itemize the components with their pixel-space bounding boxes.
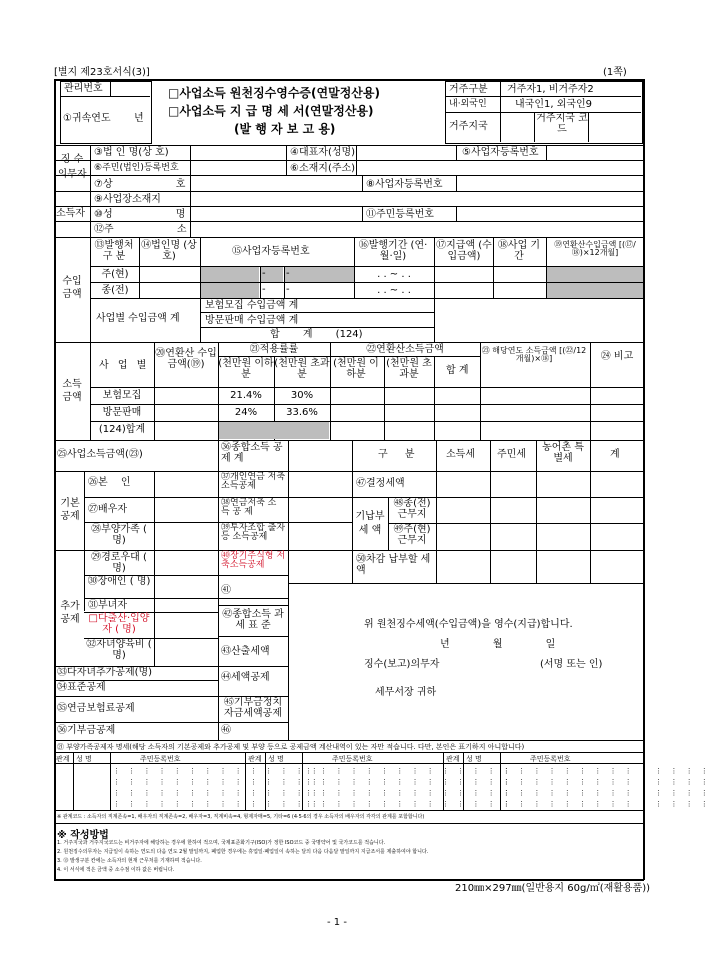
rrn-grid-1: ⋮ ⋮ ⋮ ⋮ ⋮ ⋮ ⋮ ⋮ ⋮ ⋮ ⋮ ⋮ ⋮ ⋮ ⋮ ⋮ ⋮ ⋮ ⋮ ⋮ ⋮ ⋮ ⋮ ⋮ ⋮ ⋮ ⋮ ⋮ ⋮ ⋮ ⋮ ⋮ ⋮ ⋮ ⋮ ⋮ ⋮ ⋮ ⋮ ⋮ ⋮ ⋮ ⋮ ⋮ ⋮ ⋮ ⋮ ⋮ ⋮ ⋮ ⋮ ⋮ ⋮ ⋮ ⋮ ⋮ (113, 767, 321, 808)
sales-rate-over: 33.6% (286, 407, 318, 418)
withholder-signatory-label: 징수(보고)의무자 (364, 659, 440, 670)
prev-issuer-row-label: 종(전) (101, 285, 129, 296)
receipt-statement: 위 원천징수세액(수입금액)을 영수(지급)합니다. (364, 619, 573, 630)
writing-method-2: 2. 원천징수의무자는 지급일이 속하는 연도의 다음 연도 2월 말일까지, 폐업한 경우에는 휴업일·폐업일이 속하는 달의 다음 다음달 말일까지 지급조서를 제출하여야 합니다. (57, 849, 429, 855)
trade-name-label: ⑦상 호 (94, 179, 186, 190)
rrn-col-3: 주민등록번호 (530, 755, 571, 763)
certification-date: 년 월 일 (440, 639, 556, 650)
name-col-2: 성 명 (268, 755, 284, 763)
issuer-type-header: ⑬발행처 구 분 (94, 240, 134, 262)
issuer-biz-no-header: ⑮사업자등록번호 (232, 246, 310, 257)
difference-tax-label: ㊿차감 납부할 세 액 (356, 554, 431, 576)
paid-amount-header: ⑰지급액 (수입금액) (436, 240, 492, 262)
name-col-1: 성 명 (76, 755, 92, 763)
personal-pension-label: ㊲개인연금 저축소득공제 (221, 472, 286, 492)
issuer-corp-header: ⑭법인명 (상 호) (141, 240, 197, 262)
pension-insurance-label: ㉟연금보험료공제 (57, 703, 135, 714)
dependents-deduction-label: ㉘부양가족 ( 명) (91, 524, 147, 546)
dependents-table-heading: ㉑ 부양가족공제자 명세(해당 소득자의 기본공제와 추가공제 및 부양 등으로 공제금액 계산내역이 있는 자만 적습니다. 다만, 본인은 표기하지 아니합니다) (57, 743, 525, 751)
insurance-income-label: 보험모집 수입금액 계 (205, 300, 299, 311)
prev-issue-period: . . ~ . . (377, 285, 411, 296)
nationality-value: 내국인1, 외국인9 (515, 99, 593, 110)
withholder-section-label: 징 수 의무자 (57, 154, 87, 180)
title-line-statement: □사업소득 지 급 명 세 서(연말정산용) (168, 104, 374, 118)
blank-item-46: ㊻ (221, 725, 231, 736)
standard-deduction-label: ㉞표준공제 (57, 682, 106, 693)
self-deduction-label: ㉖본 인 (88, 477, 131, 488)
prepaid-tax-label: 기납부 세 액 (355, 511, 385, 536)
nationality-label: 내·외국인 (449, 99, 487, 109)
blank-item-41: ㊶ (221, 585, 231, 596)
tax-total-header: 계 (610, 449, 620, 460)
political-fund-credit-label: ㊺기부금정치 자금세액공제 (223, 697, 283, 719)
mgmt-number-label: 관리번호 (64, 83, 103, 94)
rate-over-header: (천만원 초과분 (274, 358, 330, 380)
insurance-rate-over: 30% (290, 390, 314, 401)
earner-address-label: ⑫주 소 (94, 224, 187, 235)
residence-country-code-label: 거주지국 코드 (536, 113, 588, 135)
income-sum-header: 합 계 (446, 365, 469, 376)
main-issue-period: . . ~ . . (377, 269, 411, 280)
biz-address-label: ⑨사업장소재지 (94, 194, 161, 205)
long-term-fund-label: ㊵장기주식형 저축소득공제 (221, 551, 286, 571)
representative-label: ④대표자(성명) (290, 147, 356, 158)
issue-period-header: ⑯발행기간 (연·월·일) (358, 240, 428, 262)
annual-income-header: ⑲연환산수입금액 [(⑰/⑱)×12개월] (554, 240, 636, 258)
withholding-receipt-page: [별지 제23호서식(3)] (1쪽) 관리번호 ①귀속연도 년 □사업소득 원천징수영수증(연말정산용) □사업소득 지 급 명 세 서(연말정산용) (발 행 자 보 고 용) 거주구분 거주자1, 비거주자2 내·외국인 내국인1, 외국인9 거주지국 거주지국 코드 징 수 의무자 ③법 인 명(상 호) ④대표자(성명) ⑤사업자등록번호 ⑥주민(법인)등록번호 ⑥소재지(주소) 소득자 ⑦상 호 ⑧사업자등록번호 ⑨사업장소재지 ⑩성 명 ⑪주민등록번호 ⑫주 소 수입 금액 ⑬발행처 구 분 ⑭법인명 (상 호) ⑮사업자등록번호 ⑯발행기간 (연·월·일) ⑰지급액 (수입금액) ⑱사업 기간 ⑲연환산수입금액 [(⑰/⑱)×12개월] 주(현) 종(전) - - - - . . ~ . . . . ~ . . 사업별 수입금액 계 보험모집 수입금액 계 방문판매 수입금액 계 합 계 (124) 소득 금액 사 업 별 ⑳연환산 수입금액(⑲) ㉑적용률률 (천만원 이하분 (천만원 초과분 ㉒연환산소득금액 (천만원 이하분 (천만원 초과분 합 계 ㉓ 해당연도 소득금액 [(㉒/12개월)×⑱] ㉔ 비고 보험모집 방문판매 (124)합계 21.4% 30% 24% 33.6% ㉕사업소득금액(㉓) ㊱종합소득 공 제 계 구 분 소득세 주민세 농어촌 특별세 계 기본 공제 ㉖본 인 ㉗배우자 ㉘부양가족 ( 명) ㊲개인연금 저축소득공제 ㊳연금저축 소 득 공 제 ㊴투자조합 출자등 소득공제 ㊵장기주식형 저축소득공제 ㊼결정세액 기납부 세 액 ㊽종(전) 근무지 ㊾주(현) 근무지 ㊿차감 납부할 세 액 추가 공제 ㉙경로우대 ( 명) ㉚장애인 ( 명) ㉛부녀자 □다출산·입양자 ( 명) ㉜자녀양육비 ( 명) ㊶ ㊷종합소득 과 세 표 준 ㊸산출세액 ㉝다자녀추가공제(명) ㉞표준공제 ㊹세액공제 ㉟연금보험료공제 ㊺기부금정치 자금세액공제 ㊱기부금공제 ㊻ 위 원천징수세액(수입금액)을 영수(지급)합니다. 년 월 일 징수(보고)의무자 (서명 또는 인) 세무서장 귀하 ㉑ 부양가족공제자 명세(해당 소득자의 기본공제와 추가공제 및 부양 등으로 공제금액 계산내역이 있는 자만 적습니다. 다만, 본인은 표기하지 아니합니다) 관계 성 명 주민등록번호 관계 성 명 주민등록번호 관계 성 명 주민등록번호 ⋮ ⋮ ⋮ ⋮ ⋮ ⋮ ⋮ ⋮ ⋮ ⋮ ⋮ ⋮ ⋮ ⋮ ⋮ ⋮ ⋮ ⋮ ⋮ ⋮ ⋮ ⋮ ⋮ ⋮ ⋮ ⋮ ⋮ ⋮ ⋮ ⋮ ⋮ ⋮ ⋮ ⋮ ⋮ ⋮ ⋮ ⋮ ⋮ ⋮ ⋮ ⋮ ⋮ ⋮ ⋮ ⋮ ⋮ ⋮ ⋮ ⋮ ⋮ ⋮ ⋮ ⋮ ⋮ ⋮ ⋮ ⋮ ⋮ ⋮ ⋮ ⋮ ⋮ ⋮ ⋮ ⋮ ⋮ ⋮ ⋮ ⋮ ⋮ ⋮ ⋮ ⋮ ⋮ ⋮ ⋮ ⋮ ⋮ ⋮ ⋮ ⋮ ⋮ ⋮ ⋮ ⋮ ⋮ ⋮ ⋮ ⋮ ⋮ ⋮ ⋮ ⋮ ⋮ ⋮ ⋮ ⋮ ⋮ ⋮ ⋮ ⋮ ⋮ ⋮ ⋮ ⋮ ⋮ ⋮ ⋮ ⋮ ⋮ ⋮ ⋮ ⋮ ⋮ ⋮ ⋮ ⋮ ⋮ ⋮ ⋮ ⋮ ⋮ ⋮ ⋮ ⋮ ⋮ ⋮ ⋮ ⋮ ⋮ ⋮ ⋮ ⋮ ⋮ ⋮ ⋮ ⋮ ⋮ ⋮ ⋮ ⋮ ⋮ ⋮ ⋮ ⋮ ⋮ ⋮ ⋮ ⋮ ⋮ ⋮ ⋮ ⋮ ⋮ ⋮ ⋮ ⋮ ⋮ ⋮ ⋮ ⋮ ⋮ ⋮ ⋮ ⋮ ⋮ ⋮ ※ 관계코드 : 소득자의 직계존속=1, 배우자의 직계존속=2, 배우자=3, 직계비속=4, 형제자매=5, 기타=6 (4·5·6의 경우 소득자의 배우자의 각각의 관계를 포함합니다) ※ 작성방법 1. 거주지국과 거주지국코드는 비거주자에 해당하는 경우에 한하여 적으며, 국제표준화기구(ISO)가 정한 ISO코드 중 국명약어 및 국가코드를 적습니다. 2. 원천징수의무자는 지급일이 속하는 연도의 다음 연도 2월 말일까지, 폐업한 경우에는 휴업일·폐업일이 속하는 달의 다음 다음달 말일까지 지급조서를 제출하여야 합니다. 3. ⑬ 발생구분 칸에는 소득자의 현재 근무처를 기재하며 적습니다. 4. 이 서식에 적은 금액 중 소수점 이하 값은 버립니다. 210㎜×297㎜(일반용지 60g/㎡(재활용품)) - 1 - (54, 67, 711, 928)
year-income-header: ㉓ 해당연도 소득금액 [(㉒/12개월)×⑱] (481, 346, 587, 364)
tax-base-label: ㊷종합소득 과 세 표 준 (222, 609, 284, 631)
tax-office-recipient: 세무서장 귀하 (375, 687, 437, 698)
rrn-col-1: 주민등록번호 (140, 755, 181, 763)
rel-col-2: 관계 (248, 755, 262, 763)
biz-period-header: ⑱사업 기간 (497, 240, 541, 262)
remarks-header: ㉔ 비고 (600, 351, 634, 362)
computed-tax-label: ㊸산출세액 (221, 646, 270, 657)
income-section-label: 수입 금액 (62, 276, 82, 300)
applied-rate-header: ㉑적용률률 (249, 344, 299, 355)
belong-year-label: ①귀속연도 (63, 113, 111, 124)
multi-child-deduction-label: □다출산·입양자 ( 명) (88, 613, 150, 635)
pension-savings-label: ㊳연금저축 소 득 공 제 (221, 498, 277, 518)
rel-col-3: 관계 (446, 755, 460, 763)
writing-method-1: 1. 거주지국과 거주지국코드는 비거주자에 해당하는 경우에 한하여 적으며, 국제표준화기구(ISO)가 정한 ISO코드 중 국명약어 및 국가코드를 적습니다. (57, 840, 386, 846)
total-income-deduction-label: ㊱종합소득 공 제 계 (221, 442, 283, 464)
writing-method-4: 4. 이 서식에 적은 금액 중 소수점 이하 값은 버립니다. (57, 867, 175, 873)
writing-method-3: 3. ⑬ 발생구분 칸에는 소득자의 현재 근무처를 기재하며 적습니다. (57, 858, 202, 864)
earner-biz-no-label: ⑧사업자등록번호 (366, 179, 443, 190)
biz-income-amount-label: ㉕사업소득금액(㉓) (57, 449, 143, 460)
rural-tax-header: 농어촌 특별세 (542, 442, 584, 464)
name-col-3: 성 명 (466, 755, 482, 763)
title-line-issuer: (발 행 자 보 고 용) (234, 122, 336, 136)
insurance-rate-under: 21.4% (230, 390, 262, 401)
residence-country-label: 거주지국 (449, 121, 488, 132)
determined-tax-label: ㊼결정세액 (356, 478, 405, 489)
income-total-label: 합 계 (124) (270, 329, 363, 340)
corp-name-label: ③법 인 명(상 호) (94, 147, 169, 158)
child-rearing-deduction-label: ㉜자녀양육비 ( 명) (86, 639, 152, 661)
page-number: - 1 - (327, 917, 347, 928)
senior-deduction-label: ㉙경로우대 ( 명) (91, 552, 147, 574)
relation-code-note: ※ 관계코드 : 소득자의 직계존속=1, 배우자의 직계존속=2, 배우자=3, 직계비속=4, 형제자매=5, 기타=6 (4·5·6의 경우 소득자의 배우자의 각각의 관계를 포함합니다) (57, 814, 425, 820)
extra-deduction-section: 추가 공제 (60, 601, 80, 625)
income-over-header: (천만원 초과분 (386, 358, 432, 380)
donation-deduction-label: ㊱기부금공제 (57, 725, 116, 736)
by-business-total-label: 사업별 수입금액 계 (96, 313, 180, 324)
withholder-biz-no-label: ⑤사업자등록번호 (462, 147, 539, 158)
paper-size-note: 210㎜×297㎜(일반용지 60g/㎡(재활용품)) (455, 883, 651, 894)
signature-hint: (서명 또는 인) (540, 659, 603, 670)
spouse-deduction-label: ㉗배우자 (88, 504, 127, 515)
basic-deduction-section: 기본 공제 (60, 498, 80, 522)
rate-under-header: (천만원 이하분 (218, 358, 274, 380)
curr-workplace-label: ㊾주(현) 근무지 (393, 524, 431, 546)
investment-deduction-label: ㊴투자조합 출자등 소득공제 (221, 523, 286, 543)
income-amount-total-label: (124)합계 (98, 424, 146, 435)
tax-credit-label: ㊹세액공제 (221, 672, 270, 683)
door-sales-income-label: 방문판매 수입금액 계 (205, 315, 299, 326)
woman-deduction-label: ㉛부녀자 (88, 600, 127, 611)
earner-resident-no-label: ⑪주민등록번호 (366, 209, 434, 220)
title-line-receipt: □사업소득 원천징수영수증(연말정산용) (168, 86, 380, 100)
prev-workplace-label: ㊽종(전) 근무지 (393, 498, 431, 520)
writing-method-title: ※ 작성방법 (57, 830, 109, 841)
business-type-header: 사 업 별 (99, 360, 147, 371)
multi-child-extra-label: ㉝다자녀추가공제(명) (57, 667, 153, 678)
tax-category-header: 구 분 (378, 449, 415, 460)
page-side-label: (1쪽) (603, 67, 627, 78)
corp-reg-no-label: ⑥주민(법인)등록번호 (94, 163, 179, 173)
main-issuer-row-label: 주(현) (101, 269, 129, 280)
rel-col-1: 관계 (56, 755, 70, 763)
door-sales-row-label: 방문판매 (102, 407, 142, 418)
resident-tax-header: 주민세 (497, 449, 526, 460)
rrn-col-2: 주민등록번호 (332, 755, 373, 763)
year-suffix: 년 (134, 113, 144, 124)
income-tax-header: 소득세 (446, 449, 475, 460)
annual-income-group-header: ㉒연환산소득금액 (366, 344, 444, 355)
rrn-grid-3: ⋮ ⋮ ⋮ ⋮ ⋮ ⋮ ⋮ ⋮ ⋮ ⋮ ⋮ ⋮ ⋮ ⋮ ⋮ ⋮ ⋮ ⋮ ⋮ ⋮ ⋮ ⋮ ⋮ ⋮ ⋮ ⋮ ⋮ ⋮ ⋮ ⋮ ⋮ ⋮ ⋮ ⋮ ⋮ ⋮ ⋮ ⋮ ⋮ ⋮ ⋮ ⋮ ⋮ ⋮ ⋮ ⋮ ⋮ ⋮ ⋮ ⋮ ⋮ ⋮ ⋮ ⋮ ⋮ ⋮ (503, 767, 711, 808)
disabled-deduction-label: ㉚장애인 ( 명) (87, 576, 151, 587)
insurance-row-label: 보험모집 (102, 390, 142, 401)
form-number: [별지 제23호서식(3)] (54, 67, 150, 78)
withholder-address-label: ⑥소재지(주소) (290, 163, 356, 174)
residency-type-label: 거주구분 (449, 84, 488, 95)
earner-name-label: ⑩성 명 (94, 209, 186, 220)
earner-section-label: 소득자 (56, 208, 85, 219)
annual-revenue-header: ⑳연환산 수입금액(⑲) (155, 348, 217, 370)
rrn-grid-2: ⋮ ⋮ ⋮ ⋮ ⋮ ⋮ ⋮ ⋮ ⋮ ⋮ ⋮ ⋮ ⋮ ⋮ ⋮ ⋮ ⋮ ⋮ ⋮ ⋮ ⋮ ⋮ ⋮ ⋮ ⋮ ⋮ ⋮ ⋮ ⋮ ⋮ ⋮ ⋮ ⋮ ⋮ ⋮ ⋮ ⋮ ⋮ ⋮ ⋮ ⋮ ⋮ ⋮ ⋮ ⋮ ⋮ ⋮ ⋮ ⋮ ⋮ ⋮ ⋮ ⋮ ⋮ ⋮ ⋮ (305, 767, 513, 808)
income-amount-section-label: 소득 금액 (62, 379, 82, 403)
sales-rate-under: 24% (234, 407, 258, 418)
income-under-header: (천만원 이하분 (333, 358, 379, 380)
residency-type-value: 거주자1, 비거주자2 (507, 84, 594, 95)
